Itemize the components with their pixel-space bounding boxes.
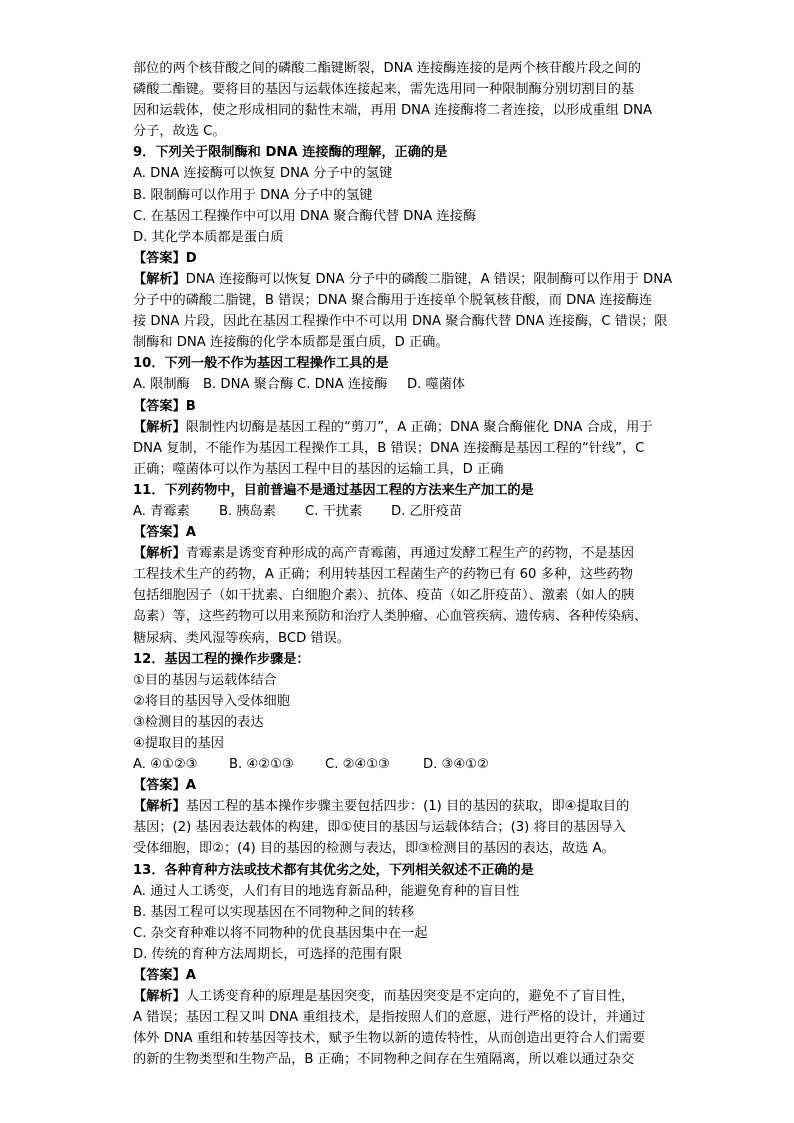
text-line: ②将目的基因导入受体细胞 [133,693,290,709]
answer-line: 【答案】A [133,968,196,984]
answer-line: 【答案】A [133,778,196,794]
choice-option: C. 杂交育种难以将不同物种的优良基因集中在一起 [133,925,428,941]
question-stem: 10．下列一般不作为基因工程操作工具的是 [133,356,389,372]
choice-option: C. 在基因工程操作中可以用 DNA 聚合酶代替 DNA 连接酶 [133,208,477,224]
text-line: ④提取目的基因 [133,736,224,751]
text-line: 基因；(2) 基因表达载体的构建，即①使目的基因与运载体结合；(3) 将目的基因导入 [133,820,626,836]
choices-row-q10 [133,374,663,395]
text-line: 接 DNA 片段，因此在基因工程操作中不可以用 DNA 聚合酶代替 DNA 连接酶，C 错误；限 [133,314,668,330]
text-line: 包括细胞因子（如干扰素、白细胞介素）、抗体、疫苗（如乙肝疫苗）、激素（如人的胰 [133,588,635,604]
choice-option: B. 基因工程可以实现基因在不同物种之间的转移 [133,904,415,920]
choices-row-q11 [133,501,663,522]
document-page [133,58,673,1071]
text-line: 的新的生物类型和生物产品，B 正确；不同物种之间存在生殖隔离，所以难以通过杂交 [133,1052,635,1068]
text-line: ③检测目的基因的表达 [133,714,264,730]
question-stem: 11．下列药物中，目前普遍不是通过基因工程的方法来生产加工的是 [133,482,534,498]
text-line: ①目的基因与运载体结合 [133,672,277,688]
choice-option: A. ④①②③ [133,757,198,773]
choice-option: B. DNA 聚合酶 [203,377,294,393]
choice-option: D. 其化学本质都是蛋白质 [133,229,284,245]
choice-option: B. 限制酶可以作用于 DNA 分子中的氢键 [133,187,373,203]
text-line: 分子中的磷酸二脂键，B 错误；DNA 聚合酶用于连接单个脱氧核苷酸，而 DNA 连接酶连 [133,293,653,309]
choice-option: A. 限制酶 [133,377,190,393]
choice-option: D. 噬菌体 [407,377,466,393]
analysis-label: 【解析】 [133,546,186,562]
answer-line: 【答案】B [133,398,196,414]
analysis-line: 【解析】基因工程的基本操作步骤主要包括四步：(1) 目的基因的获取，即④提取目的 [133,799,630,815]
analysis-label: 【解析】 [133,989,186,1005]
choice-option: C. 干扰素 [305,503,363,519]
text-line: 因和运载体，使之形成相同的黏性末端，再用 DNA 连接酶将二者连接，以形成重组 DNA [133,103,653,119]
text-line: DNA 复制，不能作为基因工程操作工具，B 错误；DNA 连接酶是基因工程的“针线”，C [133,440,645,456]
choice-option: D. 乙肝疫苗 [391,503,463,519]
choice-option: D. 传统的育种方法周期长，可选择的范围有限 [133,946,403,962]
choice-option: D. ③④①② [423,757,489,773]
text-line: 分子，故选 C。 [133,124,226,140]
question-stem: 9．下列关于限制酶和 DNA 连接酶的理解，正确的是 [133,145,448,161]
answer-line: 【答案】A [133,525,196,541]
analysis-line: 【解析】青霉素是诱变育种形成的高产青霉菌，再通过发酵工程生产的药物，不是基因 [133,546,635,562]
text-line: 部位的两个核苷酸之间的磷酸二酯键断裂，DNA 连接酶连接的是两个核苷酸片段之间的 [133,61,641,76]
choices-row-q12 [133,754,663,775]
choice-option: C. DNA 连接酶 [297,377,388,393]
text-line: 制酶和 DNA 连接酶的化学本质都是蛋白质，D 正确。 [133,335,449,351]
analysis-line: 【解析】DNA 连接酶可以恢复 DNA 分子中的磷酸二脂键，A 错误；限制酶可以作用于 DNA [133,271,673,287]
question-stem: 13．各种育种方法或技术都有其优劣之处，下列相关叙述不正确的是 [133,862,534,878]
question-stem: 12．基因工程的操作步骤是： [133,651,310,667]
text-line: 工程技术生产的药物，A 正确；利用转基因工程菌生产的药物已有 60 多种，这些药物 [133,567,633,583]
analysis-label: 【解析】 [133,271,186,287]
text-line: A 错误；基因工程又叫 DNA 重组技术，是指按照人们的意愿，进行严格的设计，并通过 [133,1010,646,1026]
answer-line: 【答案】D [133,250,197,266]
text-line: 体外 DNA 重组和转基因等技术，赋予生物以新的遗传特性，从而创造出更符合人们需要 [133,1031,646,1047]
text-line: 正确；噬菌体可以作为基因工程中目的基因的运输工具，D 正确 [133,461,504,477]
text-line: 岛素）等，这些药物可以用来预防和治疗人类肿瘤、心血管疾病、遗传病、各种传染病、 [133,609,648,625]
text-line: 糖尿病、类风湿等疾病，BCD 错误。 [133,630,350,646]
choice-option: C. ②④①③ [325,757,390,773]
choice-option: B. ④②①③ [229,757,294,773]
analysis-line: 【解析】限制性内切酶是基因工程的“剪刀”，A 正确；DNA 聚合酶催化 DNA 合成，用于 [133,419,653,435]
analysis-line: 【解析】人工诱变育种的原理是基因突变，而基因突变是不定向的，避免不了盲目性， [133,989,635,1005]
text-line: 磷酸二酯键。要将目的基因与运载体连接起来，需先选用同一种限制酶分别切割目的基 [133,82,635,98]
choice-option: A. DNA 连接酶可以恢复 DNA 分子中的氢键 [133,166,393,182]
choice-option: B. 胰岛素 [219,503,276,519]
analysis-label: 【解析】 [133,799,186,815]
choice-option: A. 通过人工诱变，人们有目的地选育新品种，能避免育种的盲目性 [133,883,520,899]
choice-option: A. 青霉素 [133,503,190,519]
text-line: 受体细胞，即②；(4) 目的基因的检测与表达，即③检测目的基因的表达，故选 A。 [133,841,615,857]
analysis-label: 【解析】 [133,419,186,435]
